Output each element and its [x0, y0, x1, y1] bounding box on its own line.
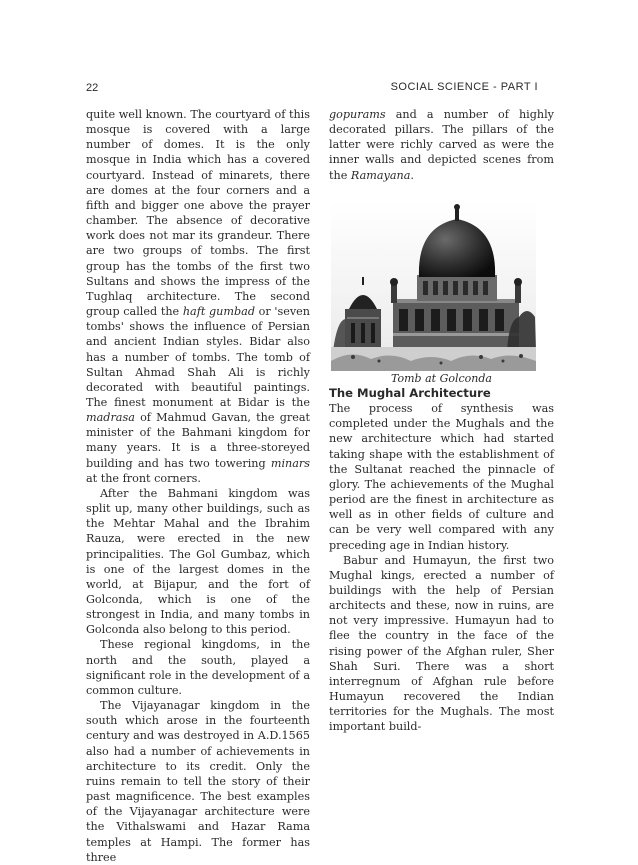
paragraph-vijayanagar: The Vijayanagar kingdom in the south which arose in the fourteenth century and was destroyed in A.D.1565 also had a number of achievements in architecture to its credit. Only the ruins remain to tell the story of their past magnificence. The best examples of the Vijayanagar architecture were the Vithalswami and Hazar Rama temples at Hampi. The former has three	[86, 699, 310, 864]
tomb-photo-illustration	[331, 201, 536, 371]
term-madrasa: madrasa	[86, 411, 135, 425]
running-head: SOCIAL SCIENCE - PART I	[390, 81, 538, 93]
paragraph-babur-humayun: Babur and Humayun, the first two Mughal kings, erected a number of buildings with the help of Persian architects and these, now in ruins, are not very impressive. Humayun had to flee the country in the face of the rising power of the Afghan ruler, Sher Shah Suri. There was a short interregnum of Afghan rule before Humayun recovered the Indian territories for the Mughals. The most important build-	[329, 553, 554, 734]
left-column	[86, 107, 310, 865]
paragraph-regional-kingdoms: These regional kingdoms, in the north and the south, played a significant role in the development of a common culture.	[86, 638, 310, 697]
right-column	[329, 107, 554, 735]
page-number: 22	[86, 82, 99, 94]
paragraph-tombs: quite well known. The courtyard of this mosque is covered with a large number of domes. It is the only mosque in India which has a covered courtyard. Instead of minarets, there are domes at the four corners and a fifth and bigger one above the prayer chamber. The absence of decorative work does not mar its grandeur. There are two groups of tombs. The first group has the tombs of the first two Sultans and shows the impress of the Tughlaq architecture. The second group called the haft gumbad or 'seven tombs' shows the influence of Persian and ancient Indian styles. Bidar also has a number of tombs. The tomb of Sultan Ahmad Shah Ali is richly decorated with beautiful paintings. The finest monument at Bidar is the madrasa of Mahmud Gavan, the great minister of the Bahmani kingdom for many years. It is a three-storeyed building and has two towering minars at the front corners.	[86, 108, 310, 485]
figure-caption: Tomb at Golconda	[391, 371, 492, 385]
term-minars: minars	[270, 456, 310, 470]
section-heading-mughal-architecture: The Mughal Architecture	[329, 385, 491, 400]
term-ramayana: Ramayana	[350, 168, 411, 182]
paragraph-bahmani-split: After the Bahmani kingdom was split up, many other buildings, such as the Mehtar Mahal and the Ibrahim Rauza, were erected in the new principalities. The Gol Gumbaz, which is one of the largest domes in the world, at Bijapur, and the fort of Golconda, which is one of the strongest in India, and many tombs in Golconda also belong to this period.	[86, 486, 310, 637]
term-haft-gumbad: haft gumbad	[182, 305, 255, 319]
paragraph-mughal-synthesis: The process of synthesis was completed under the Mughals and the new architecture which had started taking shape with the establishment of the Sultanat reached the pinnacle of glory. The achievements of the Mughal period are the finest in architecture as well as in other fields of culture and can be very well compared with any preceding age in Indian history.	[329, 402, 554, 552]
paragraph-gopurams: gopurams and a number of highly decorated pillars. The pillars of the latter were richly carved as were the inner walls and depicted scenes from the Ramayana.	[329, 108, 554, 182]
tomb-at-golconda-photo	[331, 201, 536, 371]
term-gopurams: gopurams	[329, 108, 386, 121]
